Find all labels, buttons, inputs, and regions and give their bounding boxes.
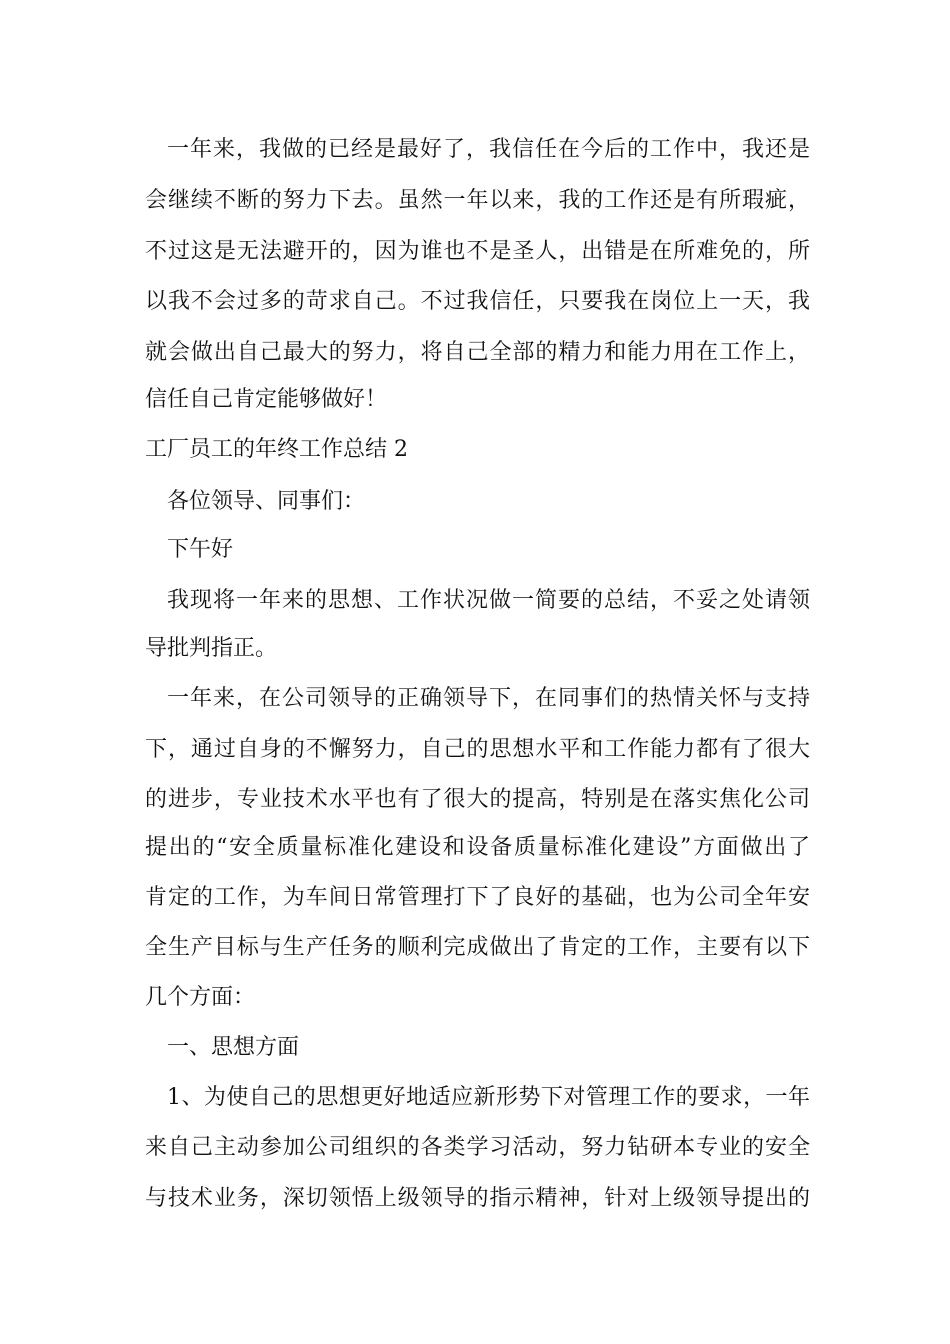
paragraph-line: 不过这是无法避开的，因为谁也不是圣人，出错是在所难免的，所: [145, 239, 810, 264]
section-heading: 工厂员工的年终工作总结 2: [145, 437, 408, 462]
paragraph-line: 一年来，我做的已经是最好了，我信任在今后的工作中，我还是: [167, 137, 810, 162]
paragraph-line: 1、为使自己的思想更好地适应新形势下对管理工作的要求，一年: [167, 1085, 810, 1110]
paragraph-line: 我现将一年来的思想、工作状况做一简要的总结，不妥之处请领: [167, 588, 810, 613]
paragraph-line: 下，通过自身的不懈努力，自己的思想水平和工作能力都有了很大: [145, 737, 810, 762]
salutation: 各位领导、同事们：: [167, 489, 366, 514]
paragraph-line: 来自己主动参加公司组织的各类学习活动，努力钻研本专业的安全: [145, 1135, 810, 1160]
paragraph-line: 以我不会过多的苛求自己。不过我信任，只要我在岗位上一天，我: [145, 289, 810, 314]
paragraph-line: 提出的“安全质量标准化建设和设备质量标准化建设”方面做出了: [145, 835, 810, 860]
paragraph-line: 就会做出自己最大的努力，将自己全部的精力和能力用在工作上，: [145, 340, 810, 365]
paragraph-line: 几个方面：: [145, 985, 256, 1010]
paragraph-line: 肯定的工作，为车间日常管理打下了良好的基础，也为公司全年安: [145, 885, 810, 910]
paragraph-line: 与技术业务，深切领悟上级领导的指示精神，针对上级领导提出的: [145, 1186, 810, 1211]
paragraph-line: 信任自己肯定能够做好！: [145, 387, 388, 412]
paragraph-line: 一年来，在公司领导的正确领导下，在同事们的热情关怀与支持: [167, 686, 810, 711]
greeting: 下午好: [167, 537, 234, 562]
section-subheading: 一、思想方面: [167, 1035, 300, 1060]
paragraph-line: 导批判指正。: [145, 636, 278, 661]
paragraph-line: 会继续不断的努力下去。虽然一年以来，我的工作还是有所瑕疵，: [145, 188, 810, 213]
paragraph-line: 的进步，专业技术水平也有了很大的提高，特别是在落实焦化公司: [145, 787, 810, 812]
paragraph-line: 全生产目标与生产任务的顺利完成做出了肯定的工作，主要有以下: [145, 935, 810, 960]
